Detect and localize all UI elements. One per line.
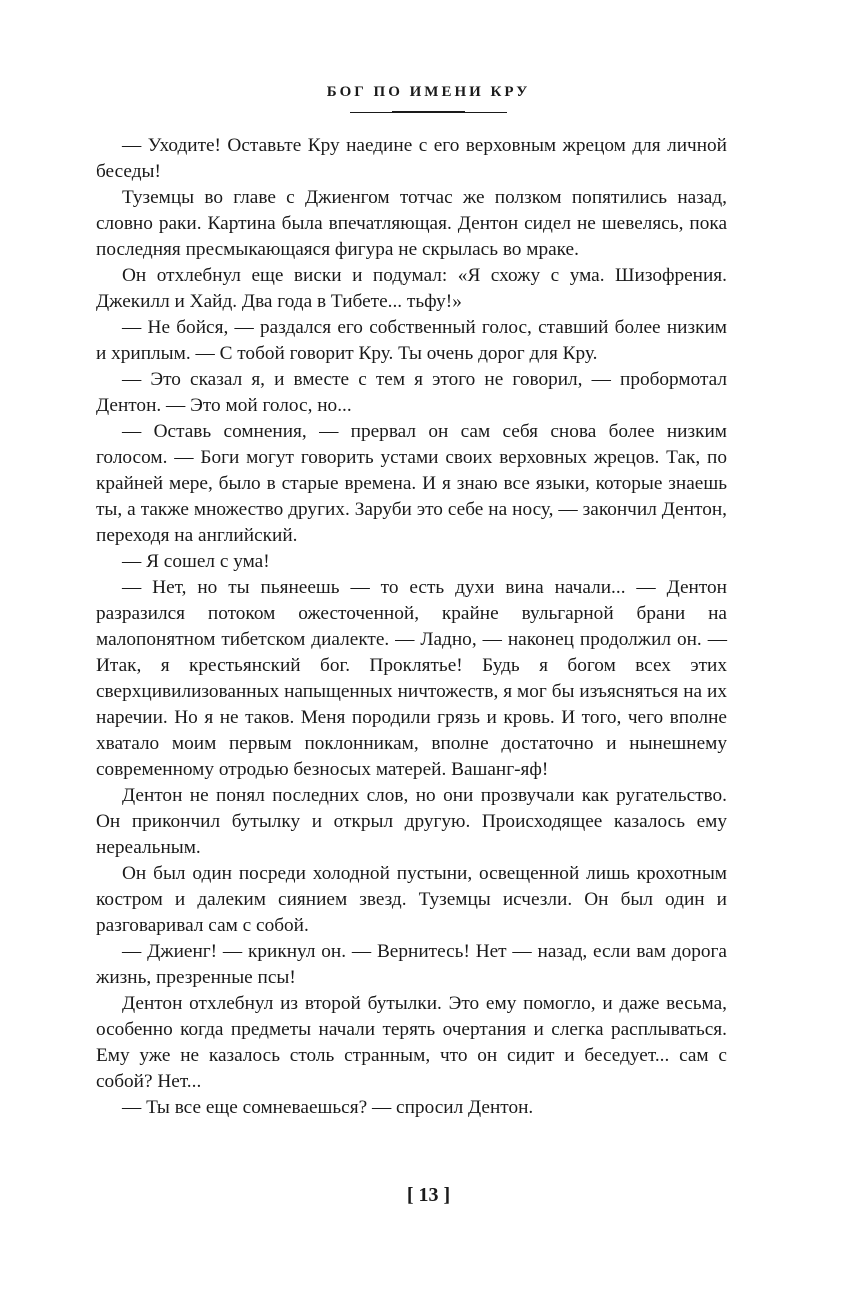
- paragraph: Туземцы во главе с Джиенгом тотчас же ползком попятились назад, словно раки. Картина была впечатляющая. Дентон сидел не шевелясь, пока последняя пресмыкающаяся фигура не скрылась во мраке.: [96, 187, 727, 260]
- paragraph: Он отхлебнул еще виски и подумал: «Я схожу с ума. Шизофрения. Джекилл и Хайд. Два года в Тибете... тьфу!»: [96, 265, 727, 312]
- paragraph: — Оставь сомнения, — прервал он сам себя снова более низким голосом. — Боги могут говорить устами своих верховных жрецов. Так, по крайней мере, было в старые времена. И я знаю все языки, которые знаешь ты, а также множество других. Заруби это себе на носу, — закончил Дентон, переходя на английский.: [96, 421, 727, 546]
- paragraph: Он был один посреди холодной пустыни, освещенной лишь крохотным костром и далеким сиянием звезд. Туземцы исчезли. Он был один и разговаривал сам с собой.: [96, 863, 727, 936]
- paragraph: — Не бойся, — раздался его собственный голос, ставший более низким и хриплым. — С тобой говорит Кру. Ты очень дорог для Кру.: [96, 317, 727, 364]
- paragraph: — Нет, но ты пьянеешь — то есть духи вина начали... — Дентон разразился потоком ожесточенной, крайне вульгарной брани на малопонятном тибетском диалекте. — Ладно, — наконец продолжил он. — Итак, я крестьянский бог. Проклятье! Будь я богом всех этих сверхцивилизованных напыщенных ничтожеств, я мог бы изъясняться на их наречии. Но я не таков. Меня породили грязь и кровь. И того, чего вполне хватало моим первым поклонникам, вполне достаточно и нынешнему современному отродью безносых матерей. Вашанг-яф!: [96, 577, 727, 780]
- running-title-rule: [392, 111, 465, 113]
- paragraph: Дентон отхлебнул из второй бутылки. Это ему помогло, и даже весьма, особенно когда предметы начали терять очертания и слегка расплываться. Ему уже не казалось столь странным, что он сидит и беседует... сам с собой? Нет...: [96, 993, 727, 1092]
- paragraph: Дентон не понял последних слов, но они прозвучали как ругательство. Он прикончил бутылку и открыл другую. Происходящее казалось ему нереальным.: [96, 785, 727, 858]
- page-number: [ 13 ]: [406, 1184, 451, 1206]
- paragraph: — Уходите! Оставьте Кру наедине с его верховным жрецом для личной беседы!: [96, 135, 727, 182]
- paragraph: — Это сказал я, и вместе с тем я этого не говорил, — пробормотал Дентон. — Это мой голос, но...: [96, 369, 727, 416]
- body-text: [96, 133, 727, 1121]
- paragraph: — Ты все еще сомневаешься? — спросил Дентон.: [122, 1097, 534, 1118]
- paragraph: — Я сошел с ума!: [122, 551, 270, 572]
- paragraph: — Джиенг! — крикнул он. — Вернитесь! Нет — назад, если вам дорога жизнь, презренные псы!: [96, 941, 727, 988]
- running-title: БОГ ПО ИМЕНИ КРУ: [326, 84, 531, 100]
